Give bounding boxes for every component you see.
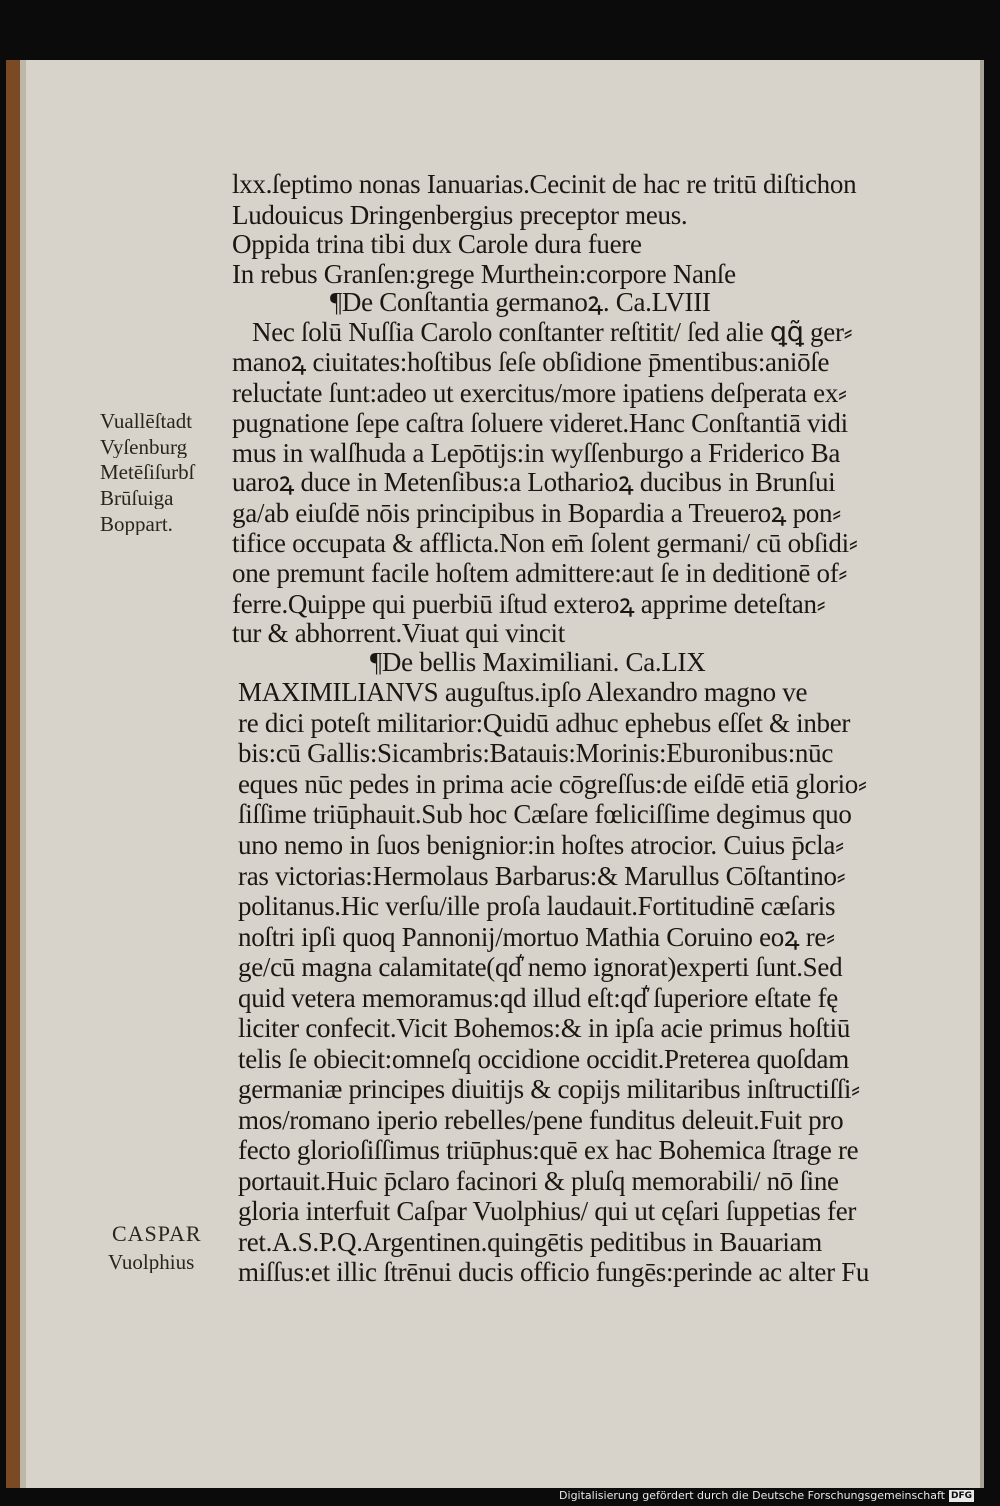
text-line: ret.A.S.P.Q.Argentinen.quingētis peditibus in Bauariam bbox=[238, 1227, 822, 1257]
text-line: Ludouicus Dringenbergius preceptor meus. bbox=[232, 200, 688, 230]
text-line: eques nūc pedes in prima acie cōgreſſus:de eiſdē etiā glorio⸗ bbox=[238, 769, 867, 799]
chapter-heading: ¶De Conſtantia germanoꝝ. Ca.LVIII bbox=[330, 287, 711, 317]
margin-note: Vuolphius bbox=[108, 1251, 195, 1273]
text-line: pugnatione ſepe caſtra ſoluere videret.Hanc Conſtantiā vidi bbox=[232, 408, 848, 438]
text-line: one premunt facile hoſtem admittere:aut ſe in deditionē of⸗ bbox=[232, 558, 848, 588]
text-line: ras victorias:Hermolaus Barbarus:& Marullus Cōſtantino⸗ bbox=[238, 861, 846, 891]
margin-note: CASPAR bbox=[112, 1223, 202, 1245]
margin-note: Metēſiſurbſ bbox=[100, 461, 195, 483]
text-line: MAXIMILIANVS auguſtus.ipſo Alexandro magno ve bbox=[238, 677, 808, 707]
page-edge bbox=[20, 60, 26, 1488]
text-line: In rebus Granſen:grege Murthein:corpore Nanſe bbox=[232, 259, 736, 289]
page-right-edge bbox=[980, 60, 984, 1488]
text-line: fecto glorioſiſſimus triūphus:quē ex hac Bohemica ſtrage re bbox=[238, 1135, 859, 1165]
text-line: germaniæ principes diuitijs & copijs militaribus inſtructiſſi⸗ bbox=[238, 1074, 860, 1104]
dfg-logo: DFG bbox=[950, 1490, 972, 1501]
text-line: telis ſe obiecit:omneſq occidione occidit.Preterea quoſdam bbox=[238, 1044, 849, 1074]
text-line: Oppida trina tibi dux Carole dura fuere bbox=[232, 229, 642, 259]
text-line: tur & abhorrent.Viuat qui vincit bbox=[232, 618, 565, 648]
text-line: relucṫate ſunt:adeo ut exercitus/more ipatiens deſperata ex⸗ bbox=[232, 378, 847, 408]
text-line: uaroꝝ duce in Metenſibus:a Lotharioꝝ ducibus in Brunſui bbox=[232, 467, 836, 497]
chapter-heading: ¶De bellis Maximiliani. Ca.LIX bbox=[370, 647, 706, 677]
digitization-credit bbox=[559, 1489, 974, 1502]
text-line: miſſus:et illic ſtrēnui ducis officio fungēs:perinde ac alter Fu bbox=[238, 1257, 870, 1287]
text-line: politanus.Hic verſu/ille proſa laudauit.Fortitudinē cæſaris bbox=[238, 891, 836, 921]
text-line: manoꝝ ciuitates:hoſtibus ſeſe obſidione p̄mentibus:aniōſe bbox=[232, 347, 830, 377]
text-line: gloria interfuit Caſpar Vuolphius/ qui ut cęſari ſuppetias fer bbox=[238, 1196, 857, 1226]
text-line: ferre.Quippe qui puerbiū iſtud exteroꝝ apprime deteſtan⸗ bbox=[232, 589, 826, 619]
text-line: ga/ab eiuſdē nōis principibus in Bopardia a Treueroꝝ pon⸗ bbox=[232, 498, 841, 528]
margin-note: Vuallēſtadt bbox=[100, 410, 193, 432]
text-line: ge/cū magna calamitate(qd͛ nemo ignorat)experti ſunt.Sed bbox=[238, 952, 843, 982]
text-line: mus in walſhuda a Lepōtijs:in wyſſenburgo a Friderico Ba bbox=[232, 438, 841, 468]
text-line: tifice occupata & afflicta.Non em̄ ſolent germani/ cū obſidi⸗ bbox=[232, 528, 858, 558]
margin-note: Vyſenburg bbox=[100, 436, 188, 458]
text-line: Nec ſolū Nuſſia Carolo conſtanter reſtitit/ ſed alie ꝗꝗ͂ ger⸗ bbox=[252, 317, 853, 347]
text-line: bis:cū Gallis:Sicambris:Batauis:Morinis:Eburonibus:nūc bbox=[238, 738, 834, 768]
text-line: ſiſſime triūphauit.Sub hoc Cæſare fœliciſſime degimus quo bbox=[238, 799, 852, 829]
text-line: lxx.ſeptimo nonas Ianuarias.Cecinit de hac re tritū diſtichon bbox=[232, 169, 857, 199]
text-line: mos/romano iperio rebelles/pene funditus deleuit.Fuit pro bbox=[238, 1105, 844, 1135]
text-line: re dici poteſt militarior:Quidū adhuc ephebus eſſet & inber bbox=[238, 708, 851, 738]
text-line: liciter confecit.Vicit Bohemos:& in ipſa acie primus hoſtiū bbox=[238, 1013, 851, 1043]
margin-note: Brūſuiga bbox=[100, 487, 174, 509]
text-line: quid vetera memoramus:qd illud eſt:qd͛ ſuperiore eſtate fę bbox=[238, 983, 838, 1013]
text-line: portauit.Huic p̄claro facinori & pluſq memorabili/ nō ſine bbox=[238, 1166, 839, 1196]
credit-text: Digitalisierung gefördert durch die Deutsche Forschungsgemeinschaft bbox=[559, 1489, 945, 1502]
text-line: noſtri ipſi quoq Pannonij/mortuo Mathia Coruino eoꝝ re⸗ bbox=[238, 922, 835, 952]
margin-note: Boppart. bbox=[100, 513, 173, 535]
text-line: uno nemo in ſuos benignior:in hoſtes atrocior. Cuius p̄cla⸗ bbox=[238, 830, 844, 860]
